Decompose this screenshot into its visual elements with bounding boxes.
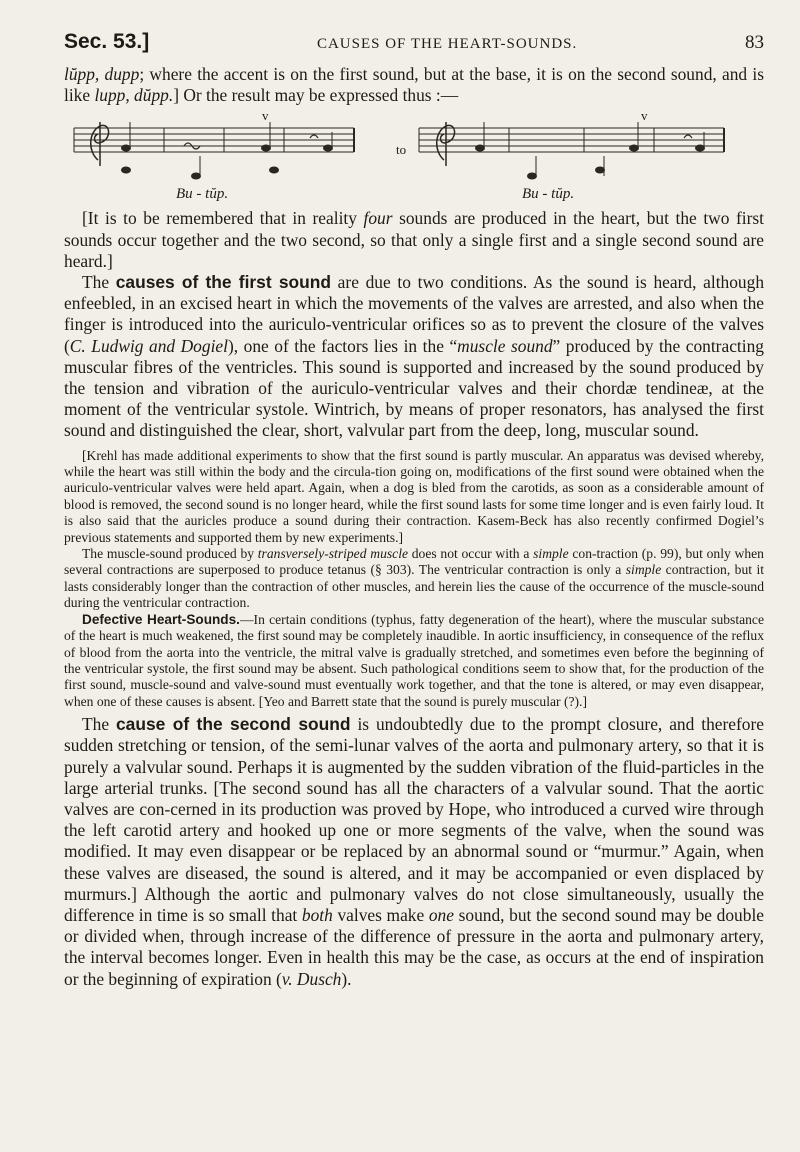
text: —In certain conditions (typhus, fatty degeneration of the heart), where the muscular substance of the heart is much weakened, the first sound may be completely inaudible. In aortic insufficiency, in consequence of the reflux of blood from the aorta into the ventricle, the mitral valve is gradually stretched, and sometimes even before the beginning of the ventricular systole, the first sound may be absent. Such pathological conditions seem to show that, for the production of the first sound, muscle-sound and valve-sound must eventually work together, and that the tone is altered, or may even disappear, when one of these causes is absent. [Yeo and Barrett state that the sound is purely muscular (?).] (64, 611, 764, 709)
paragraph-causes-first-sound (64, 272, 764, 442)
italic-muscle-sound: muscle sound (457, 335, 553, 356)
text: The muscle-sound produced by (82, 546, 258, 562)
text: con-traction (p. 99), but only when several contractions are superposed to produce tetanus (§ 303). The ventricular contraction is only a (64, 546, 764, 578)
intro-italic-3: lupp, dŭpp. (94, 85, 174, 106)
note-krehl: [Krehl has made additional experiments to show that the first sound is partly muscular. An apparatus was devised whereby, while the heart was still within the body and the circula-tion going on, modifications of the first sound were obtained when the auriculo-ventricular valves were held apart. Again, when a dog is bled from the carotids, as soon as a considerable amount of blood is removed, the second sound is no longer heard, while the first sound lasts for some time longer and is even fairly loud. It is also said that the auricles produce a sound during their contraction. Kasem-Beck has also recently confirmed Dogiel’s previous statements and supported them by new experiments.] (64, 447, 764, 545)
paragraph-second-sound (64, 714, 764, 990)
accent-mark-right: v (641, 108, 648, 124)
text: The (82, 272, 116, 293)
section-number: Sec. 53.] (64, 30, 150, 53)
intro-text-2: ; where the accent is on the first sound, but at the base, it is on the second sound, and is like (64, 64, 764, 106)
page-number: 83 (744, 32, 764, 53)
text: [It is to be remembered that in reality (82, 208, 364, 229)
heading-causes-first-sound: causes of the first sound (115, 272, 331, 293)
running-header (64, 30, 764, 64)
heading-cause-second-sound: cause of the second sound (115, 714, 351, 735)
italic-four: four (363, 208, 393, 229)
italic-both: both (301, 904, 333, 925)
music-connector-word: to (396, 142, 407, 158)
text: ), one of the factors lies in the “ (227, 335, 458, 356)
intro-paragraph (64, 64, 764, 106)
text: ” produced by the contracting muscular fibres of the ventricles. This sound is supported and increased by the sound produced by the tension and vibration of the auriculo-ventricular valves and their chordæ tendineæ, at the moment of the ventricular systole. Wintrich, by means of proper resonators, has analysed the first sound and distinguished the clear, short, valvular part from the deep, long, muscular sound. (64, 335, 764, 441)
italic-one: one (428, 904, 454, 925)
accent-mark-left: v (262, 108, 269, 124)
text: The (82, 714, 116, 735)
paragraph-four-sounds (64, 208, 764, 272)
small-print-notes (64, 448, 764, 711)
text: sound, but the second sound may be double or divided when, through increase of the difference of pressure in the aorta and pulmonary artery, the interval becomes longer. Even in health this may be the case, as occurs at the end of inspiration or the beginning of expiration ( (64, 904, 764, 989)
italic-author: v. Dusch (281, 968, 342, 989)
book-page (64, 30, 764, 990)
text: are due to two conditions. As the sound is heard, although enfeebled, in an excised heart in which the movements of the valves are arrested, and also when the finger is introduced into the auriculo-ventricular orifices so as to prevent the closure of the valves ( (64, 272, 765, 356)
text: ). (341, 968, 352, 989)
text: is undoubtedly due to the prompt closure, and therefore sudden stretching or tension, of the semi-lunar valves of the aorta and pulmonary artery, so that it is purely a valvular sound. Perhaps it is augmented by the sudden vibration of the fluid-particles in the large arterial trunks. [The second sound has all the characters of a valvular sound. That the aortic valves are con-cerned in its production was proved by Hope, who introduced a curved wire through the left carotid artery and hooked up one or more segments of the valve, when the sound was modified. It may even disappear or be replaced by an abnormal sound or “murmur.” Again, when these valves are diseased, the sound is altered, and it may be accompanied or even displaced by murmurs.] Although the aortic and pulmonary valves do not close simultaneously, usually the difference in time is so small that (64, 714, 764, 925)
musical-notation-figure (64, 108, 764, 208)
syllables-left: Bu - tŭp. (176, 186, 229, 203)
running-title: CAUSES OF THE HEART-SOUNDS. (316, 36, 578, 52)
note-defective-sounds (64, 612, 764, 710)
italic-term: transversely-striped muscle (257, 546, 408, 562)
heading-defective-heart-sounds: Defective Heart-Sounds. (82, 611, 240, 627)
italic-authors: C. Ludwig and Dogiel (69, 335, 228, 356)
italic-simple: simple (533, 546, 569, 562)
text: contraction, but it lasts considerably longer than the contraction of other muscles, and herein lies the cause of the occurrence of the muscle-sound during the ventricular contraction. (64, 562, 764, 611)
intro-text-4: ] Or the result may be expressed thus :— (173, 85, 459, 106)
text: sounds are produced in the heart, but the two first sounds occur together and the two second, so that only a single first and a single second sound are heard.] (64, 208, 764, 271)
intro-italic-1: lŭpp, dupp (64, 64, 140, 84)
italic-simple: simple (625, 562, 662, 578)
text: does not occur with a (408, 546, 534, 562)
music-staves-illustration (64, 108, 764, 188)
syllables-right: Bu - tŭp. (522, 186, 575, 203)
note-muscle-sound (64, 546, 764, 612)
text: valves make (332, 904, 429, 925)
